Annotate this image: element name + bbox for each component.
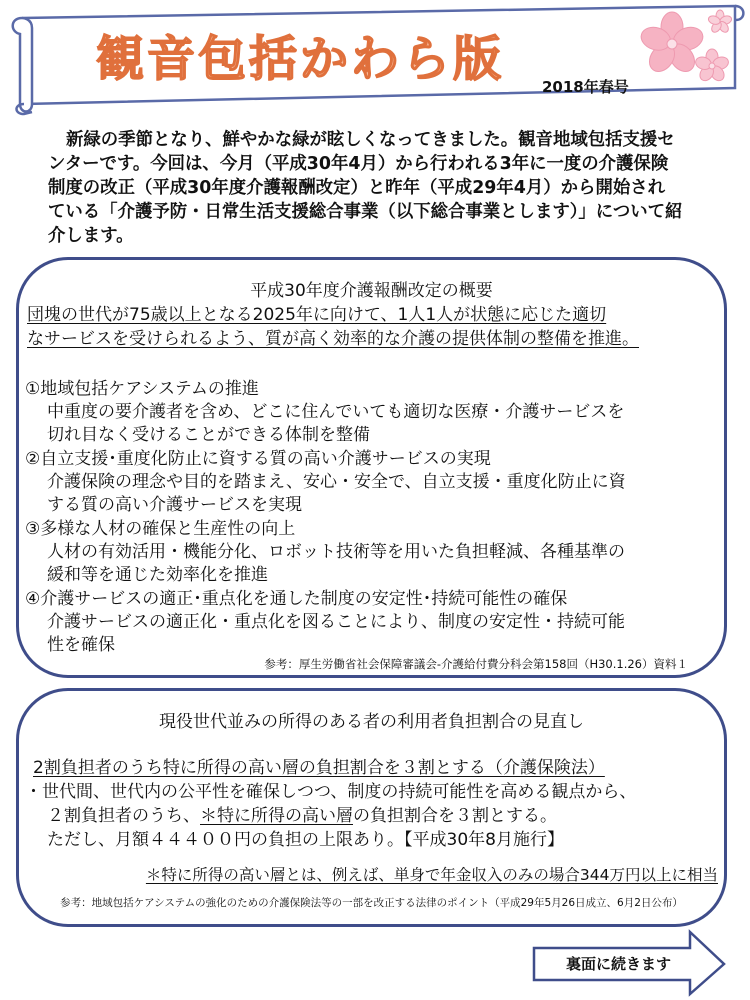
bullet-text: の負担割合を３割とする。: [353, 806, 557, 826]
item-heading: ①地域包括ケアシステムの推進: [25, 379, 259, 399]
intro-line: 介します。: [48, 226, 134, 246]
item-body: 性を確保: [47, 635, 115, 655]
item-body: 人材の有効活用・機能分化、ロボット技術等を用いた負担軽減、各種基準の: [47, 542, 625, 562]
item-body: 介護サービスの適正化・重点化を図ることにより、制度の安定性・持続可能: [47, 612, 625, 632]
item-body: 中重度の要介護者を含め、どこに住んでいても適切な医療・介護サービスを: [47, 402, 625, 422]
bullet-line: ・世代間、世代内の公平性を確保しつつ、制度の持続可能性を高める観点から、: [25, 782, 637, 802]
item-heading: ④介護サービスの適正･重点化を通した制度の安定性･持続可能性の確保: [25, 589, 568, 609]
intro-line: ンターです。今回は、今月（平成30年4月）から行われる3年に一度の介護保険: [48, 154, 669, 174]
cherry-blossom-icon: [638, 10, 732, 83]
bullet-text: ２割負担者のうち、: [47, 806, 200, 826]
item-body: 介護保険の理念や目的を踏まえ、安心・安全で、自立支援・重度化防止に資: [47, 472, 626, 492]
footnote: ＊特に所得の高い層とは、例えば、単身で年金収入のみの場合344万円以上に相当: [145, 866, 718, 884]
item-body: 切れ目なく受けることができる体制を整備: [47, 425, 370, 445]
item-heading: ②自立支援･重度化防止に資する質の高い介護サービスの実現: [25, 449, 491, 469]
item-heading: ③多様な人材の確保と生産性の向上: [25, 519, 296, 539]
lead-line: なサービスを受けられるよう、質が高く効率的な介護の提供体制の整備を推進。: [27, 329, 639, 349]
item-body: する質の高い介護サービスを実現: [47, 495, 302, 515]
continue-label: 裏面に続きます: [566, 955, 672, 973]
intro-line: 制度の改正（平成30年度介護報酬改定）と昨年（平成29年4月）から開始され: [48, 178, 666, 198]
section-title: 平成30年度介護報酬改定の概要: [250, 281, 493, 301]
intro-line: 新緑の季節となり、鮮やかな緑が眩しくなってきました。観音地域包括支援セ: [66, 130, 675, 150]
bullet-line: ただし、月額４４４００円の負担の上限あり。【平成30年8月施行】: [47, 830, 564, 850]
section-title: 現役世代並みの所得のある者の利用者負担割合の見直し: [159, 712, 584, 732]
source-note: 参考：地域包括ケアシステムの強化のための介護保険法等の一部を改正する法律のポイント（平成29年5月26日成立、6月2日公布）: [60, 897, 683, 909]
bullet-line: [47, 801, 557, 826]
cost-share-box: [16, 688, 727, 927]
revision-summary-box: [16, 257, 727, 678]
source-note: 参考：厚生労働省社会保障審議会-介護給付費分科会第158回（H30.1.26）資料１: [264, 657, 688, 671]
newsletter-title: 観音包括かわら版: [96, 31, 505, 87]
item-body: 緩和等を通じた効率化を推進: [47, 565, 268, 585]
bullet-underlined-text: ＊特に所得の高い層: [200, 806, 353, 826]
intro-paragraph: [48, 128, 718, 248]
intro-line: ている「介護予防・日常生活支援総合事業（以下総合事業とします）」について紹: [48, 202, 683, 222]
lead-line: 団塊の世代が75歳以上となる2025年に向けて、1人1人が状態に応じた適切: [27, 305, 607, 325]
lead-line: 2割負担者のうち特に所得の高い層の負担割合を３割とする（介護保険法）: [33, 758, 605, 778]
issue-label: 2018年春号: [542, 78, 629, 96]
